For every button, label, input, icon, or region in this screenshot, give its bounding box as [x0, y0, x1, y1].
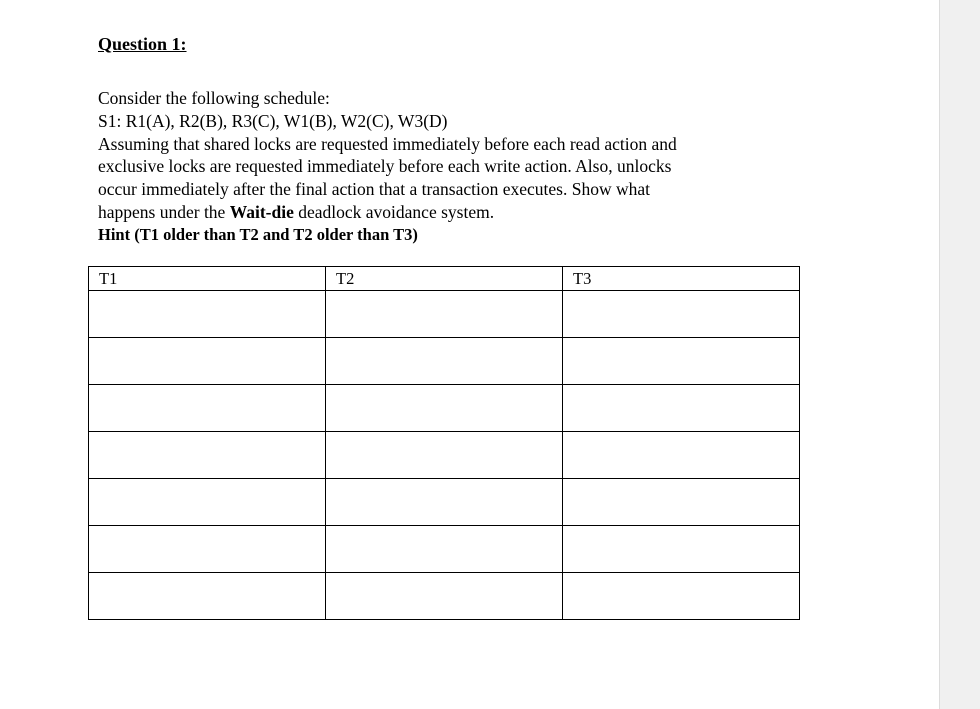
- table-cell[interactable]: [89, 479, 326, 526]
- table-cell[interactable]: [89, 573, 326, 620]
- header-t2: T2: [326, 267, 563, 291]
- table-row: [89, 291, 800, 338]
- header-t3: T3: [563, 267, 800, 291]
- table-cell[interactable]: [563, 526, 800, 573]
- table-cell[interactable]: [326, 385, 563, 432]
- paragraph-line-1: Assuming that shared locks are requested immediately before each read action and: [98, 133, 677, 154]
- table-cell[interactable]: [89, 291, 326, 338]
- table-cell[interactable]: [563, 432, 800, 479]
- paragraph-line-4-end: deadlock avoidance system.: [293, 201, 495, 222]
- header-t1: T1: [89, 267, 326, 291]
- table-row: [89, 432, 800, 479]
- table-cell[interactable]: [326, 291, 563, 338]
- paragraph-line-4-start: happens under the: [98, 201, 230, 222]
- paragraph-line-3: occur immediately after the final action that a transaction executes. Show what: [98, 179, 651, 200]
- table-row: [89, 479, 800, 526]
- table-cell[interactable]: [89, 338, 326, 385]
- table-cell[interactable]: [89, 432, 326, 479]
- table-cell[interactable]: [326, 338, 563, 385]
- table-header-row: [89, 267, 800, 291]
- table-cell[interactable]: [89, 385, 326, 432]
- table-cell[interactable]: [326, 573, 563, 620]
- table-cell[interactable]: [563, 291, 800, 338]
- table-row: [89, 526, 800, 573]
- schedule-line: S1: R1(A), R2(B), R3(C), W1(B), W2(C), W3(D): [98, 110, 448, 131]
- window-side-panel: [939, 0, 980, 709]
- table-row: [89, 385, 800, 432]
- intro-line: Consider the following schedule:: [98, 88, 330, 108]
- table-cell[interactable]: [326, 432, 563, 479]
- table-cell[interactable]: [563, 479, 800, 526]
- table-cell[interactable]: [89, 526, 326, 573]
- question-heading: Question 1:: [98, 34, 187, 54]
- table-cell[interactable]: [563, 385, 800, 432]
- hint-line: Hint (T1 older than T2 and T2 older than T3): [98, 224, 418, 244]
- question-body: [98, 87, 798, 247]
- table-row: [89, 573, 800, 620]
- table-cell[interactable]: [563, 338, 800, 385]
- table-row: [89, 338, 800, 385]
- paragraph-line-4: [98, 201, 798, 224]
- table-cell[interactable]: [326, 526, 563, 573]
- paragraph-line-2: exclusive locks are requested immediately before each write action. Also, unlocks: [98, 156, 672, 177]
- transaction-table: [88, 266, 800, 620]
- table-cell[interactable]: [326, 479, 563, 526]
- table-cell[interactable]: [563, 573, 800, 620]
- wait-die-term: Wait-die: [229, 201, 294, 222]
